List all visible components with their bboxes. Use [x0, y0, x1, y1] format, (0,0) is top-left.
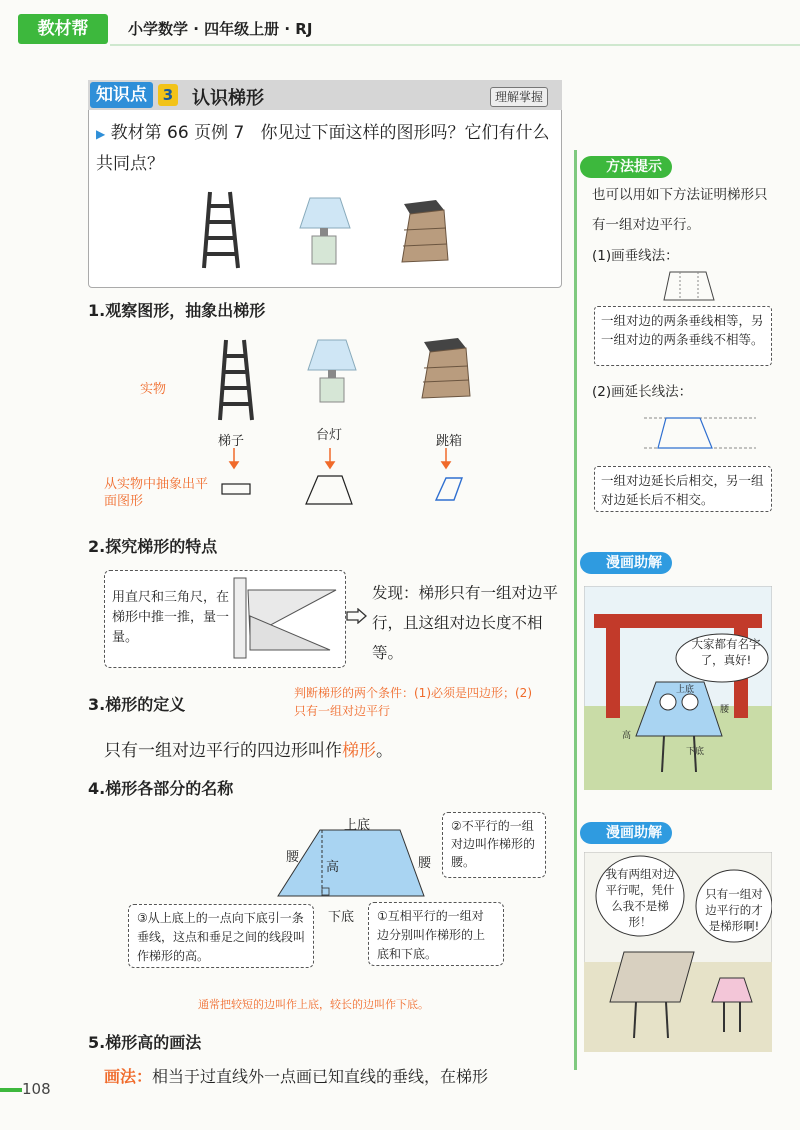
tip-header: 方法提示	[580, 156, 672, 178]
definition-text	[104, 736, 393, 761]
base-length-note: 通常把较短的边叫作上底，较长的边叫作下底。	[198, 998, 429, 1011]
finding-prefix: 发现：	[372, 584, 419, 602]
section-3-title: 3.梯形的定义	[88, 695, 186, 714]
header-title: 小学数学 · 四年级上册 · RJ	[128, 20, 313, 38]
callout-height: ③从上底上的一点向下底引一条垂线，这点和垂足之间的线段叫作梯形的高。	[128, 904, 314, 968]
label-left-leg: 腰	[286, 850, 300, 865]
label-bottom-base: 下底	[328, 910, 355, 925]
page-number: 108	[22, 1080, 51, 1098]
ladder-icon	[204, 192, 238, 268]
knowledge-point-title: 认识梯形	[192, 88, 264, 109]
tip-intro: 也可以用如下方法证明梯形只有一组对边平行。	[592, 187, 768, 233]
perpendicular-diagram	[660, 268, 720, 304]
ruler-triangle-icon	[232, 576, 342, 660]
callout-base: ①互相平行的一组对边分别叫作梯形的上底和下底。	[368, 902, 504, 966]
comic-2-bubble-1: 我有两组对边平行呢，凭什么我不是梯形！	[605, 867, 675, 929]
header-tag: 教材帮	[18, 14, 108, 44]
comic-1-bubble: 大家都有名字了，真好!	[691, 637, 761, 667]
comic-1-leg-label: 腰	[720, 705, 730, 715]
comic-2-bubble-2: 只有一组对边平行的才是梯形啊!	[705, 887, 763, 933]
item-label-box: 跳箱	[436, 434, 463, 449]
example-ref: 教材第 66 页例 7	[110, 123, 245, 143]
section-1-title: 1.观察图形，抽象出梯形	[88, 301, 266, 320]
definition-body: 只有一组对边平行的四边形叫作	[104, 741, 342, 761]
comic-1-header: 漫画助解	[580, 552, 672, 574]
triangle-bullet-icon: ▶	[96, 127, 106, 141]
example-question: 你见过下面这样的图形吗？它们有什么共同点？	[96, 123, 550, 174]
mastery-level-badge: 理解掌握	[490, 87, 548, 107]
ladder-shape	[222, 484, 250, 494]
section-1-figures	[200, 336, 500, 516]
tool-text: 用直尺和三角尺，在梯形中推一推，量一量。	[112, 590, 230, 645]
real-object-label: 实物	[140, 382, 167, 397]
comic-2-header: 漫画助解	[580, 822, 672, 844]
comic-1-height-label: 高	[622, 731, 632, 741]
extension-diagram	[640, 404, 760, 456]
page-number-marker	[0, 1088, 22, 1092]
finding-body: 梯形只有一组对边平行，且这组对边长度不相等。	[372, 584, 559, 662]
item-label-lamp: 台灯	[316, 428, 343, 443]
method-text: 相当于过直线外一点画已知直线的垂线，在梯形	[152, 1067, 489, 1086]
section-5-title: 5.梯形高的画法	[88, 1033, 202, 1052]
callout-leg: ②不平行的一组对边叫作梯形的腰。	[442, 812, 546, 878]
label-top-base: 上底	[344, 818, 371, 833]
label-right-leg: 腰	[418, 856, 432, 871]
vaulting-box-icon	[402, 200, 448, 262]
item-label-ladder: 梯子	[218, 434, 245, 449]
definition-term: 梯形	[342, 741, 376, 761]
side-divider	[574, 150, 577, 1070]
down-arrows	[230, 448, 450, 468]
abstract-label: 从实物中抽象出平面图形	[104, 477, 209, 509]
vaulting-box-photo	[422, 338, 470, 398]
method-2-box: 一组对边延长后相交，另一组对边延长后不相交。	[594, 466, 772, 512]
method-1-label: (1)画垂线法：	[592, 248, 679, 264]
example-photos	[198, 190, 558, 270]
definition-end: 。	[376, 741, 393, 761]
label-height: 高	[326, 860, 340, 875]
lamp-trapezoid	[306, 476, 352, 504]
method-label: 画法：	[104, 1067, 153, 1086]
lamp-icon	[300, 198, 350, 264]
right-arrow-icon	[346, 608, 368, 624]
section-2-title: 2.探究梯形的特点	[88, 537, 218, 556]
ladder-photo	[220, 340, 252, 420]
knowledge-point-label: 知识点	[90, 82, 153, 108]
knowledge-point-number: 3	[158, 84, 178, 106]
comic-1-bottom-label: 下底	[686, 747, 705, 757]
section-4-title: 4.梯形各部分的名称	[88, 779, 234, 798]
box-trapezoid	[436, 478, 462, 500]
method-line	[104, 1064, 488, 1087]
finding-text	[372, 578, 562, 668]
definition-note: 判断梯形的两个条件：(1)必须是四边形；(2)只有一组对边平行	[294, 686, 532, 718]
lamp-photo	[308, 340, 356, 402]
comic-1-top-label: 上底	[676, 685, 695, 695]
example-text	[96, 118, 556, 179]
method-1-box: 一组对边的两条垂线相等，另一组对边的两条垂线不相等。	[594, 306, 772, 366]
header-divider	[110, 44, 800, 46]
method-2-label: (2)画延长线法：	[592, 384, 693, 400]
